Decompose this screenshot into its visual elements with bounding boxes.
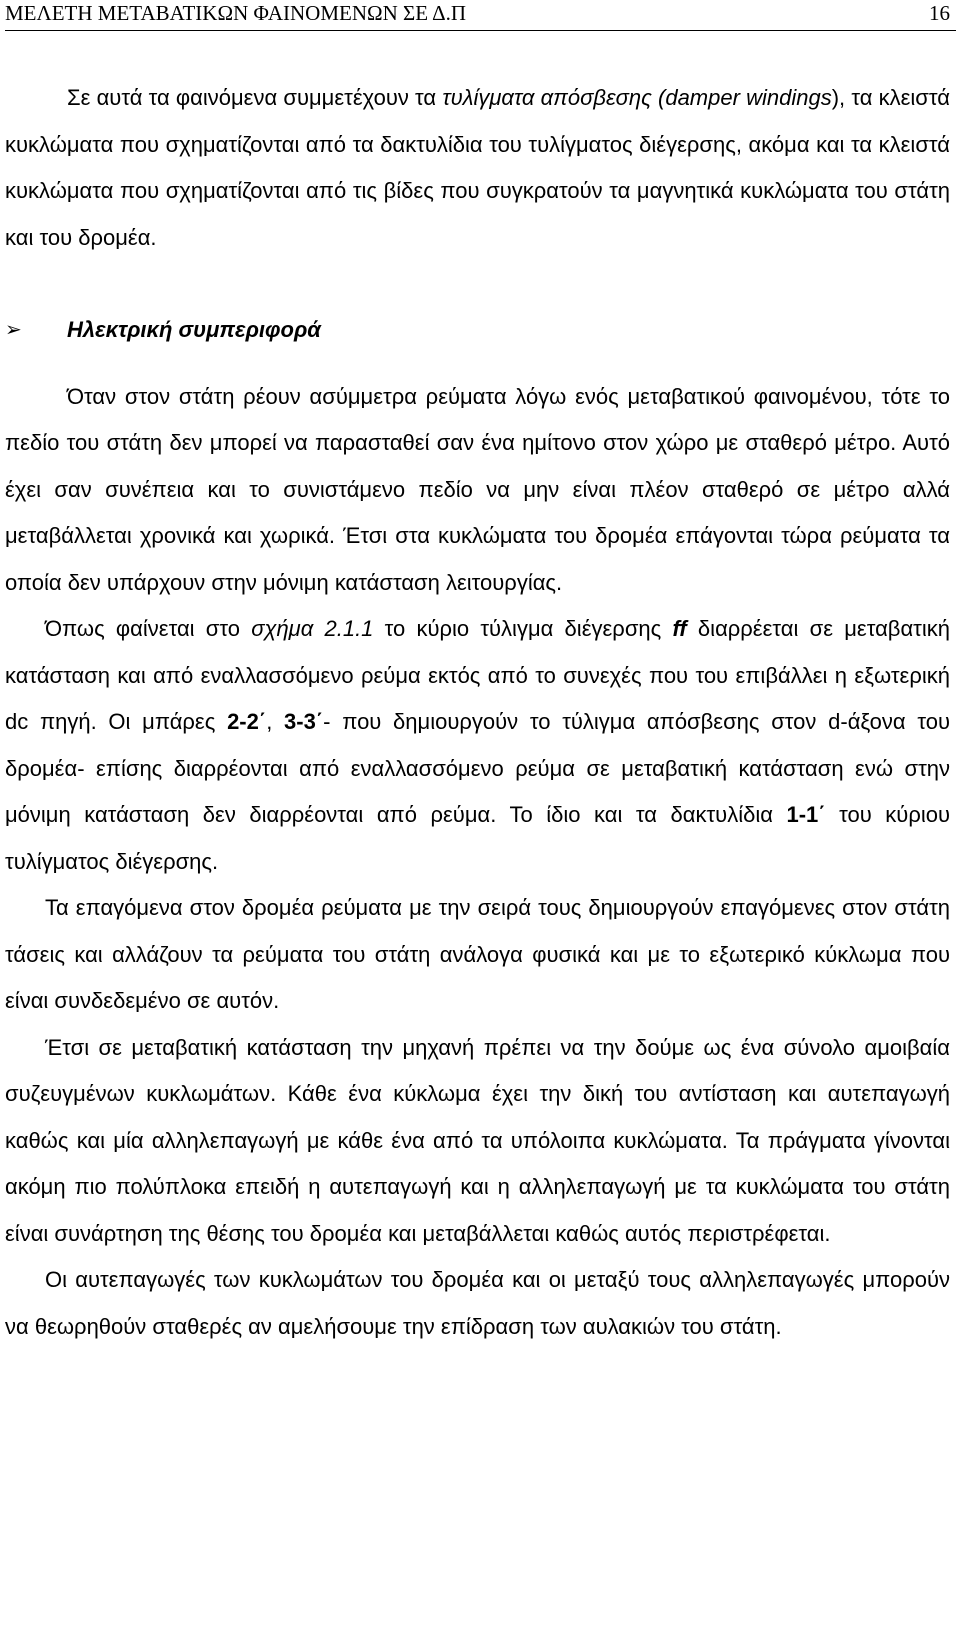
arrow-bullet-icon: ➢ (5, 319, 22, 341)
ring-label: 1-1΄ (786, 802, 826, 827)
bar-label: 3-3΄ (284, 709, 324, 734)
page-header (5, 0, 956, 31)
paragraph-electrical-behavior: Όταν στον στάτη ρέουν ασύμμετρα ρεύματα λόγω ενός μεταβατικού φαινομένου, τότε το πεδίο του στάτη δεν μπορεί να παρασταθεί σαν ένα ημίτονο στον χώρο με σταθερό μέτρο. Αυτό έχει σαν συνέπεια και το συνιστάμενο πεδίο να μην είναι πλέον σταθερό σε μέτρο αλλά μεταβάλλεται χρονικά και χωρικά. Έτσι στα κυκλώματα του δρομέα επάγονται τώρα ρεύματα τα οποία δεν υπάρχουν στην μόνιμη κατάσταση λειτουργίας. (5, 383, 950, 595)
section-heading (5, 307, 950, 354)
bar-label: 2-2΄ (227, 709, 267, 734)
paragraph-inductances: Οι αυτεπαγωγές των κυκλωμάτων του δρομέα και οι μεταξύ τους αλληλεπαγωγές μπορούν να θεωρηθούν σταθερές αν αμελήσουμε την επίδραση των αυλακιών του στάτη. (5, 1267, 950, 1339)
header-title: ΜΕΛΕΤΗ ΜΕΤΑΒΑΤΙΚΩΝ ΦΑΙΝΟΜΕΝΩΝ ΣΕ Δ.Π (5, 1, 467, 25)
text-run: ), τα κλειστά κυκλώματα που σχηματίζονται από τα δακτυλίδια του τυλίγματος διέγερσης, ακόμα και τα κλειστά κυκλώματα που σχηματίζονται από τις βίδες που συγκρατούν τα μαγνητικά κυκλώματα του στάτη και του δρομέα. (5, 85, 950, 250)
winding-label: ff (672, 616, 687, 641)
paragraph-intro (5, 75, 950, 261)
page-number: 16 (929, 1, 950, 25)
text-run: - που δημιουργούν το τύλιγμα απόσβεσης στον d-άξονα του δρομέα- επίσης διαρρέονται από εναλλασσόμενο ρεύμα σε μεταβατική κατάσταση ενώ στην μόνιμη κατάσταση δεν διαρρέονται από ρεύμα. Το ίδιο και τα δακτυλίδια (5, 709, 950, 827)
text-run: Όπως φαίνεται στο (45, 616, 252, 641)
text-run: Σε αυτά τα φαινόμενα συμμετέχουν τα (67, 85, 443, 110)
italic-term: τυλίγματα απόσβεσης (damper windings (442, 85, 832, 110)
text-run: , (266, 709, 285, 734)
text-run: διαρρέεται σε μεταβατική κατάσταση και από εναλλασσόμενο ρεύμα εκτός από το συνεχές που του επιβάλλει η εξωτερική dc πηγή. Οι μπάρες (5, 616, 950, 734)
figure-reference: σχήμα 2.1.1 (251, 616, 374, 641)
paragraph-induced-currents: Τα επαγόμενα στον δρομέα ρεύματα με την σειρά τους δημιουργούν επαγόμενες στον στάτη τάσεις και αλλάζουν τα ρεύματα του στάτη ανάλογα φυσικά και με το εξωτερικό κύκλωμα που είναι συνδεδεμένο σε αυτόν. (5, 895, 950, 1013)
text-run: το κύριο τύλιγμα διέγερσης (373, 616, 673, 641)
text-run: του κύριου τυλίγματος διέγερσης. (5, 802, 950, 874)
section-heading-text: Ηλεκτρική συμπεριφορά (67, 317, 321, 342)
paragraph-figure-reference (5, 606, 950, 885)
paragraph-coupled-circuits: Έτσι σε μεταβατική κατάσταση την μηχανή πρέπει να την δούμε ως ένα σύνολο αμοιβαία συζευγμένων κυκλωμάτων. Κάθε ένα κύκλωμα έχει την δική του αντίσταση και αυτεπαγωγή καθώς και μία αλληλεπαγωγή με κάθε ένα από τα υπόλοιπα κυκλώματα. Τα πράγματα γίνονται ακόμη πιο πολύπλοκα επειδή η αυτεπαγωγή και η αλληλεπαγωγή με τα κυκλώματα του στάτη είναι συνάρτηση της θέσης του δρομέα και μεταβάλλεται καθώς αυτός περιστρέφεται. (5, 1034, 950, 1246)
document-body (5, 75, 950, 1350)
